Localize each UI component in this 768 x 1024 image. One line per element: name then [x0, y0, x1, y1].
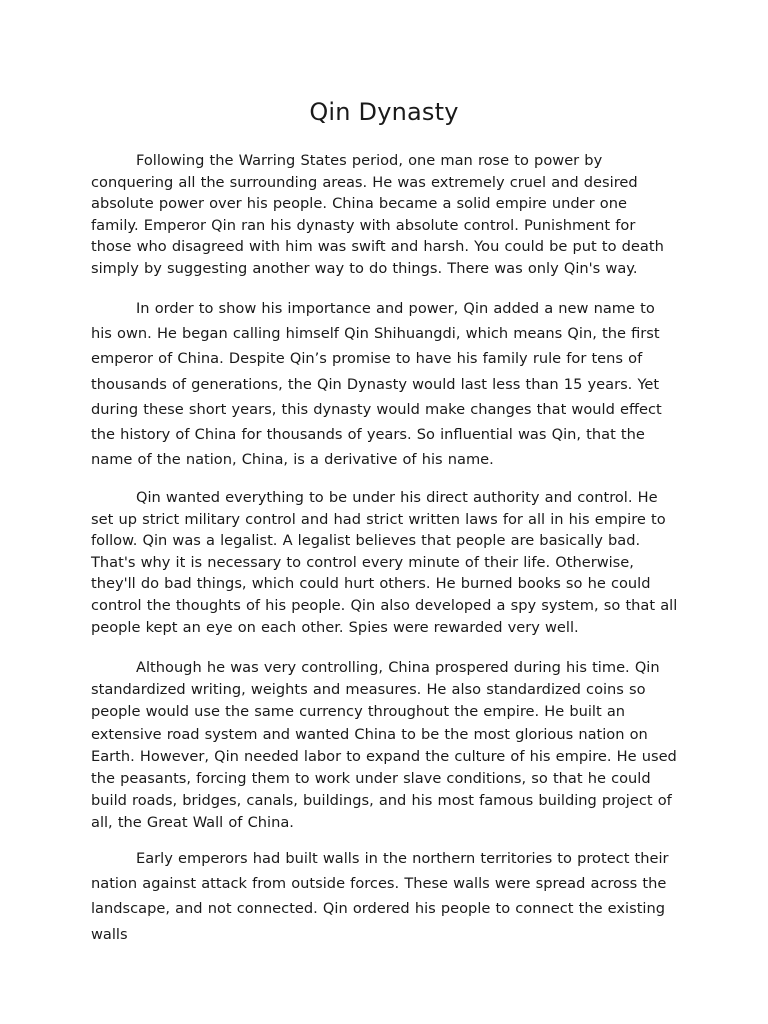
paragraph-legalism: Qin wanted everything to be under his direct authority and control. He set up strict military control and had strict written laws for all in his empire to follow. Qin was a legalist. A legalist believes that people are basically bad. That's why it is necessary to control every minute of their life. Otherwise, they'll do bad things, which could hurt others. He burned books so he could control the thoughts of his people. Qin also developed a spy system, so that all people kept an eye on each other. Spies were rewarded very well.: [91, 489, 678, 636]
paragraph-warring-states: Following the Warring States period, one man rose to power by conquering all the surrounding areas. He was extremely cruel and desired absolute power over his people. China became a solid empire under one family. Emperor Qin ran his dynasty with absolute control. Punishment for those who disagreed with him was swift and harsh. You could be put to death simply by suggesting another way to do things. There was only Qin's way.: [91, 152, 664, 277]
paragraph-standardization: Although he was very controlling, China prospered during his time. Qin standardized writing, weights and measures. He also standardized coins so people would use the same currency throughout the empire. He built an extensive road system and wanted China to be the most glorious nation on Earth. However, Qin needed labor to expand the culture of his empire. He used the peasants, forcing them to work under slave conditions, so that he could build roads, bridges, canals, buildings, and his most famous building project of all, the Great Wall of China.: [91, 659, 677, 832]
paragraph-great-wall: Early emperors had built walls in the northern territories to protect their nation against attack from outside forces. These walls were spread across the landscape, and not connected. Qin ordered his people to connect the existing walls: [91, 850, 669, 943]
page-title: Qin Dynasty: [309, 98, 459, 126]
paragraph-shihuangdi: In order to show his importance and power, Qin added a new name to his own. He began calling himself Qin Shihuangdi, which means Qin, the first emperor of China. Despite Qin’s promise to have his family rule for tens of thousands of generations, the Qin Dynasty would last less than 15 years. Yet during these short years, this dynasty would make changes that would effect the history of China for thousands of years. So influential was Qin, that the name of the nation, China, is a derivative of his name.: [91, 300, 662, 469]
